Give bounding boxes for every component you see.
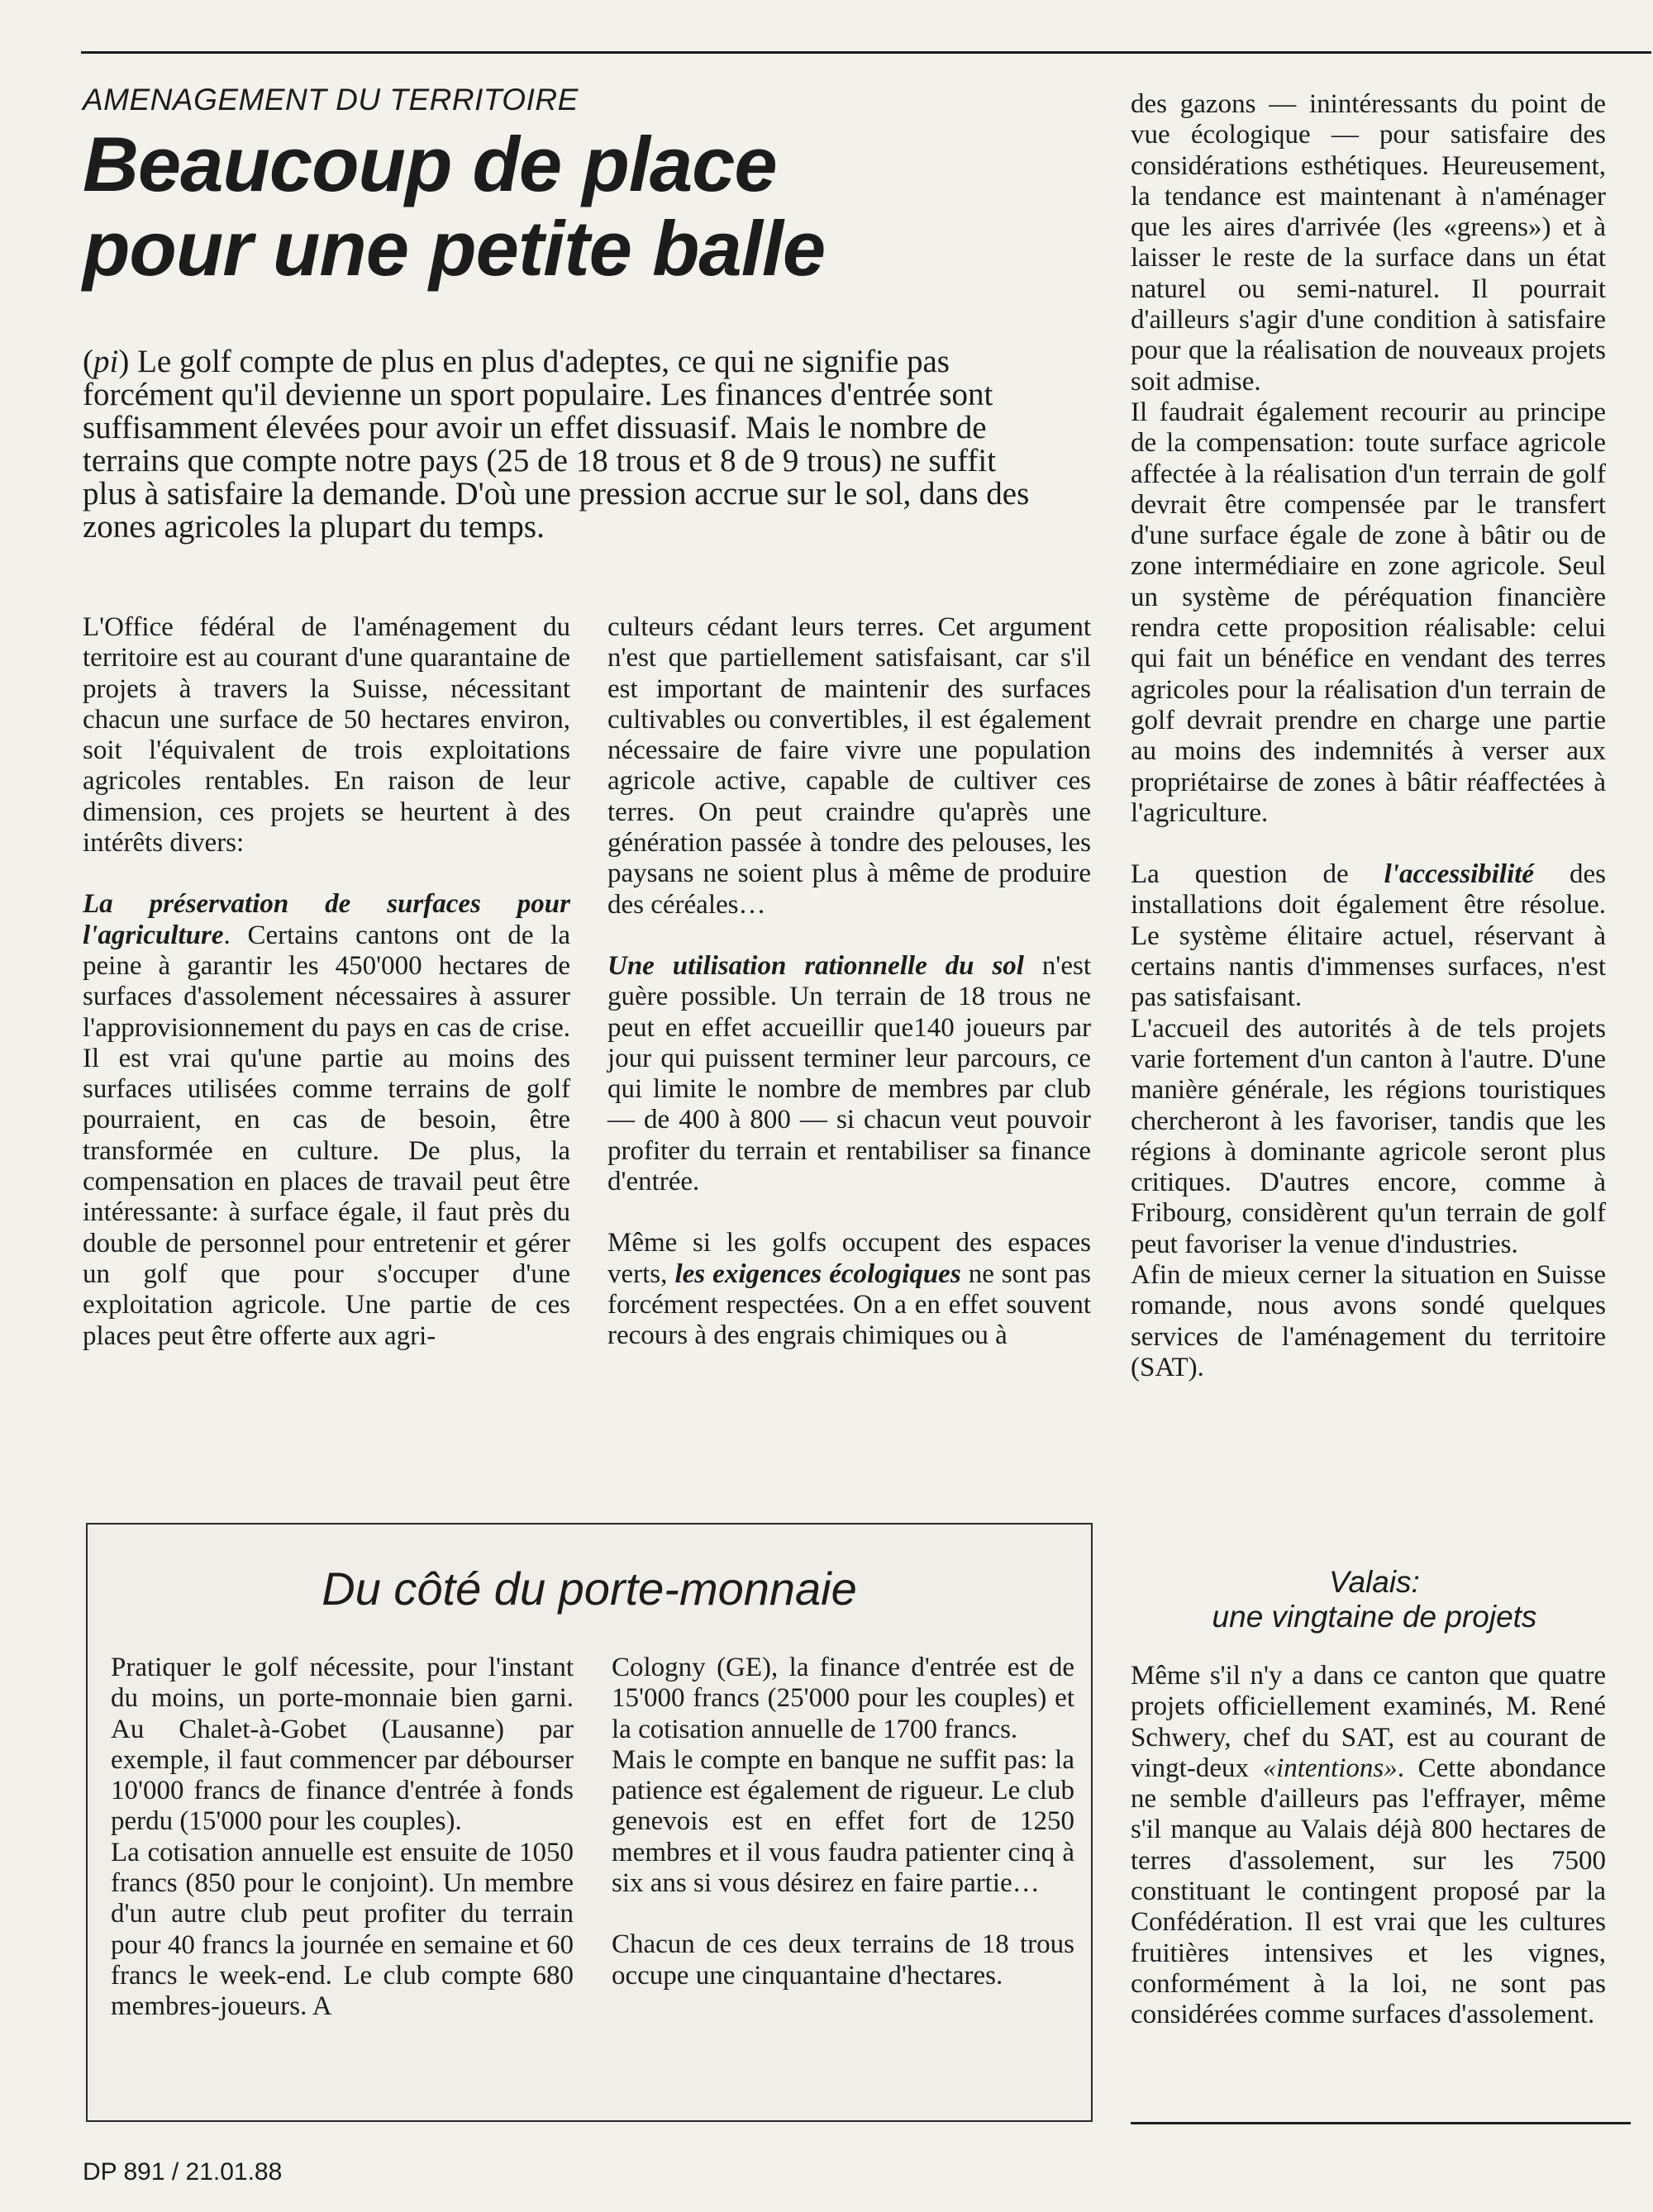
headline bbox=[83, 122, 1074, 291]
paragraph: La cotisation annuelle est ensuite de 1050 francs (850 pour le conjoint). Un membre d'un autre club peut profiter du terrain pour 40 francs la journée en semaine et 60 francs le week-end. Le club compte 680 membres-joueurs. A bbox=[111, 1837, 574, 2022]
emphasis: La préservation de surfaces pour l'agriculture bbox=[83, 889, 570, 950]
emphasis: l'accessibilité bbox=[1384, 859, 1535, 890]
bottom-rule-right bbox=[1131, 2122, 1631, 2124]
paragraph: L'accueil des autorités à de tels projets varie fortement d'un canton à l'autre. D'une manière générale, les régions touristiques chercheront à les favoriser, tandis que les régions à dominante agricole seront plus critiques. D'autres encore, comme à Fribourg, considèrent qu'un terrain de golf peut favoriser la venue d'industries. bbox=[1131, 1013, 1606, 1259]
body-column-3 bbox=[1131, 89, 1606, 1383]
paragraph: Cologny (GE), la finance d'entrée est de 15'000 francs (25'000 pour les couples) et la cotisation annuelle de 1700 francs. bbox=[612, 1653, 1074, 1744]
paragraph: Même si les golfs occupent des espaces verts, les exigences écologiques ne sont pas forcément respectées. On a en effet souvent recours à des engrais chimiques ou à bbox=[607, 1228, 1091, 1351]
paragraph: Afin de mieux cerner la situation en Suisse romande, nous avons sondé quelques services de l'aménagement du territoire (SAT). bbox=[1131, 1259, 1606, 1382]
headline-line-1: Beaucoup de place bbox=[83, 121, 777, 207]
body-column-1 bbox=[83, 612, 570, 1352]
paragraph: Chacun de ces deux terrains de 18 trous occupe une cinquantaine d'hectares. bbox=[612, 1929, 1074, 1991]
sidebar-column-2 bbox=[612, 1653, 1074, 1991]
emphasis: Une utilisation rationnelle du sol bbox=[607, 950, 1024, 981]
author-tag: pi bbox=[93, 344, 119, 379]
paragraph: La question de l'accessibilité des installations doit également être résolue. Le système élitaire actuel, réservant à certains nantis d'immenses surfaces, n'est pas satisfaisant. bbox=[1131, 859, 1606, 1013]
paragraph: culteurs cédant leurs terres. Cet argument n'est que partiellement satisfaisant, car s'il est important de maintenir des surfaces cultivables ou convertibles, il est également nécessaire de faire vivre une population agricole active, capable de cultiver ces terres. On peut craindre qu'après une génération passée à tondre des pelouses, les paysans ne soient plus à même de produire des céréales… bbox=[607, 612, 1091, 920]
paragraph: Mais le compte en banque ne suffit pas: la patience est également de rigueur. Le club genevois est en effet fort de 1250 membres et il vous faudra patienter cinq à six ans si vous désirez en faire partie… bbox=[612, 1744, 1074, 1899]
sidebar-column-1 bbox=[111, 1653, 574, 2023]
lead-text: Le golf compte de plus en plus d'adeptes, ce qui ne signifie pas forcément qu'il devienne un sport populaire. Les finances d'entrée sont suffisamment élevées pour avoir un effet dissuasif. Mais le nombre de terrains que compte notre pays (25 de 18 trous et 8 de 9 trous) ne suffit plus à satisfaire la demande. D'où une pression accrue sur le sol, dans des zones agricoles la plupart du temps. bbox=[83, 344, 1030, 545]
lead-paragraph: (pi) Le golf compte de plus en plus d'adeptes, ce qui ne signifie pas forcément qu'il devienne un sport populaire. Les finances d'entrée sont suffisamment élevées pour avoir un effet dissuasif. Mais le nombre de terrains que compte notre pays (25 de 18 trous et 8 de 9 trous) ne suffit plus à satisfaire la demande. D'où une pression accrue sur le sol, dans des zones agricoles la plupart du temps. bbox=[83, 344, 1030, 545]
body-column-3-lower bbox=[1131, 1661, 1606, 2031]
paragraph: Pratiquer le golf nécessite, pour l'instant du moins, un porte-monnaie bien garni. Au Chalet-à-Gobet (Lausanne) par exemple, il faut commencer par débourser 10'000 francs de finance d'entrée à fonds perdu (15'000 pour les couples). bbox=[111, 1653, 574, 1837]
paragraph: Il faudrait également recourir au principe de la compensation: toute surface agricole affectée à la réalisation d'un terrain de golf devrait être compensée par le transfert d'une surface égale de zone à bâtir ou de zone intermédiaire en zone agricole. Seul un système de péréquation financière rendra cette proposition réalisable: celui qui fait un bénéfice en vendant des terres agricoles pour la réalisation d'un terrain de golf devrait prendre en charge une partie au moins des indemnités à verser aux propriétairse de zones à bâtir réaffectées à l'agriculture. bbox=[1131, 397, 1606, 828]
subheading-valais: Valais: une vingtaine de projets bbox=[1212, 1565, 1537, 1634]
top-rule bbox=[81, 51, 1651, 54]
paragraph: Une utilisation rationnelle du sol n'est guère possible. Un terrain de 18 trous ne peut en effet accueillir que140 joueurs par jour qui puissent terminer leur parcours, ce qui limite le nombre de membres par club — de 400 à 800 — si chacun veut pouvoir profiter du terrain et rentabiliser sa finance d'entrée. bbox=[607, 950, 1091, 1197]
emphasis: les exigences écologiques bbox=[674, 1258, 961, 1289]
paragraph: La préservation de surfaces pour l'agriculture. Certains cantons ont de la peine à garantir les 450'000 hectares de surfaces d'assolement nécessaires à assurer l'approvisionnement du pays en cas de crise. Il est vrai qu'une partie au moins des surfaces utilisées comme terrains de golf pourraient, en cas de besoin, être transformée en culture. De plus, la compensation en places de travail peut être intéressante: à surface égale, il faut près du double de personnel pour entretenir et gérer un golf que pour s'occuper d'une exploitation agricole. Une partie de ces places peut être offerte aux agri- bbox=[83, 889, 570, 1351]
paragraph: des gazons — inintéressants du point de vue écologique — pour satisfaire des considérations esthétiques. Heureusement, la tendance est maintenant à n'aménager que les aires d'arrivée (les «greens») et à laisser le reste de la surface dans un état naturel ou semi-naturel. Il pourrait d'ailleurs s'agir d'une condition à satisfaire pour que la réalisation de nouveaux projets soit admise. bbox=[1131, 89, 1606, 397]
paragraph: L'Office fédéral de l'aménagement du territoire est au courant d'une quarantaine de projets à travers la Suisse, nécessitant chacun une surface de 50 hectares environ, soit l'équivalent de trois exploitations agricoles rentables. En raison de leur dimension, ces projets se heurtent à des intérêts divers: bbox=[83, 612, 570, 859]
emphasis: «intentions» bbox=[1262, 1753, 1398, 1783]
paragraph: Même s'il n'y a dans ce canton que quatre projets officiellement examinés, M. René Schwery, chef du SAT, est au courant de vingt-deux «intentions». Cette abondance ne semble d'ailleurs pas l'effrayer, même s'il manque au Valais déjà 800 hectares de terres d'assolement, sur les 7500 constituant le contingent proposé par la Confédération. Il est vrai que les cultures fruitières intensives et les vignes, conformément à la loi, ne sont pas considérées comme surfaces d'assolement. bbox=[1131, 1661, 1606, 2030]
sidebar-box-title: Du côté du porte-monnaie bbox=[322, 1563, 857, 1615]
body-column-2 bbox=[607, 612, 1091, 1352]
headline-line-2: pour une petite balle bbox=[83, 205, 826, 292]
page-footer: DP 891 / 21.01.88 bbox=[83, 2158, 283, 2186]
sidebar-box bbox=[86, 1523, 1093, 2122]
section-kicker: AMENAGEMENT DU TERRITOIRE bbox=[83, 83, 579, 117]
